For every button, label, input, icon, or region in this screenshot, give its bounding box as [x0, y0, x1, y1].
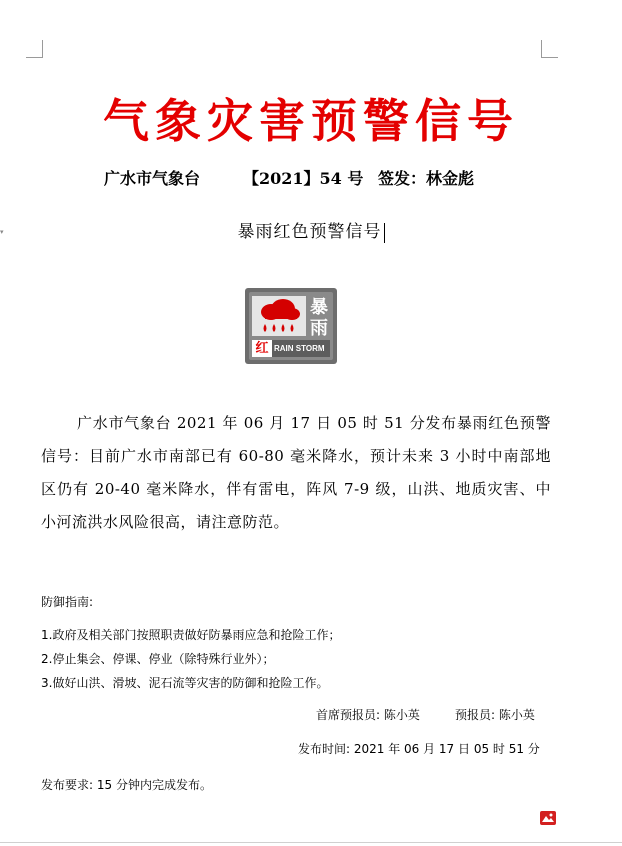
defense-guide-item: 3.做好山洪、滑坡、泥石流等灾害的防御和抢险工作。 — [41, 676, 329, 690]
publish-requirement: 发布要求: 15 分钟内完成发布。 — [41, 778, 212, 792]
rainstorm-cloud-icon — [257, 299, 301, 335]
page-bottom-edge — [0, 842, 622, 843]
badge-label-strip — [252, 340, 330, 357]
issuer-line — [0, 166, 622, 188]
badge-icon-area — [252, 296, 306, 336]
app-logo-icon — [540, 811, 556, 825]
rainstorm-red-warning-badge — [245, 288, 337, 364]
issue-number: 【2021】54 号 — [243, 169, 364, 188]
publish-time: 发布时间: 2021 年 06 月 17 日 05 时 51 分 — [298, 742, 540, 756]
badge-char-bao: 暴 — [310, 297, 328, 318]
crop-mark-top-right-horizontal — [541, 57, 558, 58]
crop-mark-top-left-vertical — [42, 40, 43, 58]
forecaster: 预报员: 陈小英 — [455, 708, 535, 722]
badge-english-label: RAIN STORM — [274, 344, 325, 353]
forecaster-row — [0, 706, 622, 726]
margin-arrow-icon: ▾ — [0, 228, 4, 236]
warning-subtitle[interactable] — [0, 217, 622, 243]
defense-guide-item: 1.政府及相关部门按照职责做好防暴雨应急和抢险工作； — [41, 628, 341, 642]
subtitle-text: 暴雨红色预警信号 — [237, 222, 382, 242]
crop-mark-top-left-horizontal — [26, 57, 43, 58]
warning-body-paragraph: 广水市气象台 2021 年 06 月 17 日 05 时 51 分发布暴雨红色预警信号：目前广水市南部已有 60-80 毫米降水，预计未来 3 小时中南部地区仍有 20-40 毫米降水，伴有雷电，阵风 7-9 级，山洪、地质灾害、中小河流洪水风险很高，请注意防范。 — [41, 414, 551, 531]
text-cursor — [384, 223, 385, 243]
badge-level-char: 红 — [252, 340, 272, 357]
badge-char-yu: 雨 — [310, 318, 328, 339]
chief-forecaster: 首席预报员: 陈小英 — [316, 708, 420, 722]
defense-guide-title: 防御指南: — [41, 595, 94, 609]
badge-inner — [249, 292, 333, 360]
document-title: 气象灾害预警信号 — [103, 94, 519, 148]
defense-guide-item: 2.停止集会、停课、停业（除特殊行业外）； — [41, 652, 275, 666]
signer: 签发：林金彪 — [378, 169, 475, 188]
issuer-station: 广水市气象台 — [104, 169, 201, 188]
crop-mark-top-right-vertical — [541, 40, 542, 58]
